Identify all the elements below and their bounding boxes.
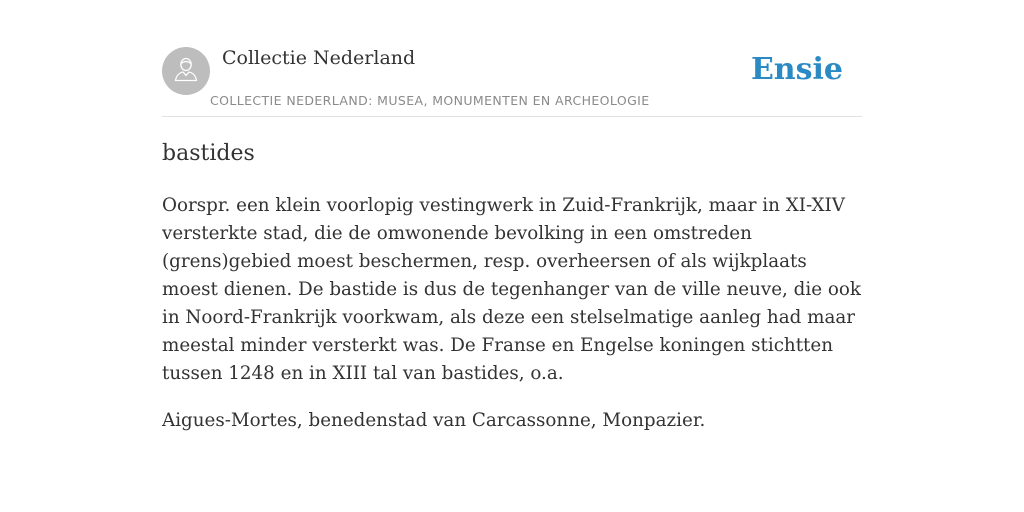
avatar[interactable]	[162, 47, 210, 95]
source-name[interactable]: COLLECTIE NEDERLAND: MUSEA, MONUMENTEN EN ARCHEOLOGIE	[210, 93, 650, 108]
entry-header	[162, 46, 862, 117]
ensie-logo[interactable]: Ensie	[750, 52, 843, 87]
entry-paragraph: Oorspr. een klein voorlopig vestingwerk in Zuid-Frankrijk, maar in XI-XIV versterkte stad, die de omwonende bevolking in een omstreden (grens)gebied moest beschermen, resp. overheersen of als wijkplaats moest dienen. De bastide is dus de tegenhanger van de ville neuve, die ook in Noord-Frankrijk voorkwam, als deze een stelselmatige aanleg had maar meestal minder versterkt was. De Franse en Engelse koningen stichtten tussen 1248 en in XIII tal van bastides, o.a.	[162, 195, 861, 384]
entry-body	[162, 192, 862, 454]
entry-paragraph: Aigues-Mortes, benedenstad van Carcassonne, Monpazier.	[162, 410, 706, 431]
author-name[interactable]: Collectie Nederland	[222, 47, 416, 69]
user-icon	[171, 54, 201, 89]
entry-title: bastides	[162, 141, 255, 166]
